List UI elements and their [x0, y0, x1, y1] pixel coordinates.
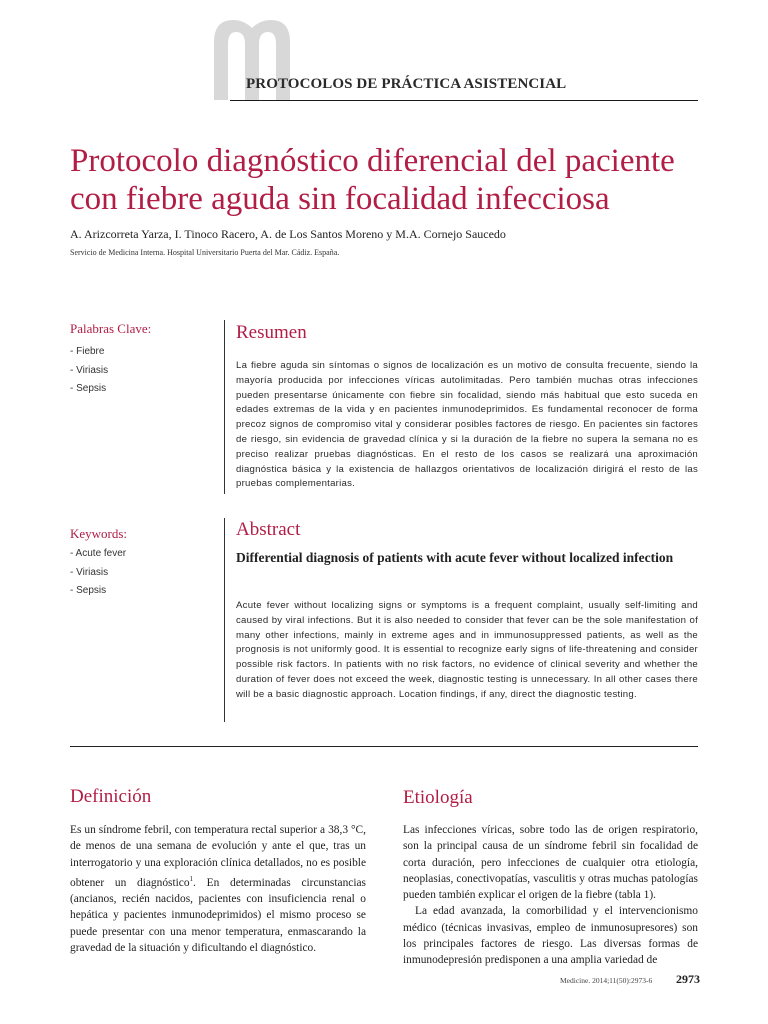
abstract-heading: Abstract — [236, 519, 301, 540]
article-title: Protocolo diagnóstico diferencial del paciente con fiebre aguda sin focalidad infecciosa — [70, 143, 675, 217]
palabra-clave-item: - Fiebre — [70, 346, 105, 357]
keyword-item: - Sepsis — [70, 585, 107, 596]
abstract-subtitle: Differential diagnosis of patients with acute fever without localized infection — [236, 550, 674, 565]
etiologia-text — [403, 822, 698, 969]
palabra-clave-item: - Sepsis — [70, 383, 107, 394]
etiologia-heading: Etiología — [403, 787, 473, 808]
header-divider — [230, 100, 698, 101]
article-authors: A. Arizcorreta Yarza, I. Tinoco Racero, A. de Los Santos Moreno y M.A. Cornejo Saucedo — [70, 227, 506, 241]
keywords-heading: Keywords: — [70, 526, 128, 541]
article-affiliation: Servicio de Medicina Interna. Hospital Universitario Puerta del Mar. Cádiz. España. — [70, 248, 340, 257]
etiologia-paragraph: Las infecciones víricas, sobre todo las de origen respiratorio, son la principal causa de un síndrome febril sin focalidad de corta duración, pero infecciones de cualquier otra etiología, neoplasias, conectivopatías, vasculitis y otras muchas patologías pueden también explicar el origen de la fiebre (tabla 1). — [403, 824, 698, 902]
section-label: PROTOCOLOS DE PRÁCTICA ASISTENCIAL — [246, 76, 567, 92]
palabras-clave-heading: Palabras Clave: — [70, 321, 152, 336]
keywords-list — [70, 545, 126, 601]
resumen-heading: Resumen — [236, 322, 307, 343]
resumen-divider — [224, 320, 225, 494]
definicion-text — [70, 822, 366, 956]
definicion-heading: Definición — [70, 786, 152, 807]
definicion-text-part: . En determinadas circunstancias (ancianos, recién nacidos, pacientes con insuficiencia renal o hepática y pacientes inmunodeprimidos) el mismo proceso se puede presentar con una menor temperatura, enmascarando la gravedad de la situación y dificultando el diagnóstico. — [70, 876, 366, 954]
reference-marker: 1 — [189, 874, 194, 883]
abstract-divider — [224, 518, 225, 722]
etiologia-paragraph: La edad avanzada, la comorbilidad y el intervencionismo médico (técnicas invasivas, empleo de inmunosupresores) son los principales factores de riesgo. Las diversas formas de inmunodepresión predisponen a una amplia variedad de — [403, 905, 698, 967]
keyword-item: - Viriasis — [70, 566, 109, 578]
page-number: 2973 — [676, 972, 700, 986]
keyword-item: - Acute fever — [70, 548, 127, 559]
abstract-text: Acute fever without localizing signs or symptoms is a frequent complaint, usually self-limiting and caused by viral infections. But it is also needed to consider that fever can be the sole manifestation of many other infections, mainly in extreme ages and in immunosuppressed patients, as well as the prognosis is not uniformly good. It is essential to recognize early signs of life-threatening and consider possible risk factors. In patients with no risk factors, no evidence of clinical severity and whether the duration of fever does not exceed the week, diagnostic testing is unnecessary. In all other cases there will be a basic diagnostic approach. Location findings, if any, direct the diagnostic testing. — [236, 600, 698, 700]
body-divider — [70, 746, 698, 747]
definicion-text-part: Es un síndrome febril, con temperatura rectal superior a 38,3 °C, de menos de una semana de evolución y ante el que, tras un interrogatorio y una exploración clínica detallados, no es posible obtener un diagnóstico — [70, 824, 366, 889]
footer-citation: Medicine. 2014;11(50):2973-6 — [560, 976, 653, 985]
palabras-clave-list — [70, 343, 108, 399]
resumen-text: La fiebre aguda sin síntomas o signos de localización es un motivo de consulta frecuente, siendo la mayoría producida por infecciones víricas autolimitadas. Pero también muchas otras infecciones pueden presentarse únicamente con fiebre sin focalidad, siendo más habitual que esto suceda en edades extremas de la vida y en pacientes inmunodeprimidos. Es fundamental reconocer de forma precoz signos de compromiso vital y considerar posibles factores de riesgo. En pacientes sin factores de riesgo, sin evidencia de gravedad clínica y si la duración de la fiebre no supera la semana no es preciso realizar pruebas diagnósticas. En el resto de los casos se realizará una aproximación diagnóstica básica y la existencia de hallazgos orientativos de localización dirigirá el resto de las pruebas complementarias. — [236, 360, 698, 490]
palabra-clave-item: - Viriasis — [70, 364, 109, 376]
